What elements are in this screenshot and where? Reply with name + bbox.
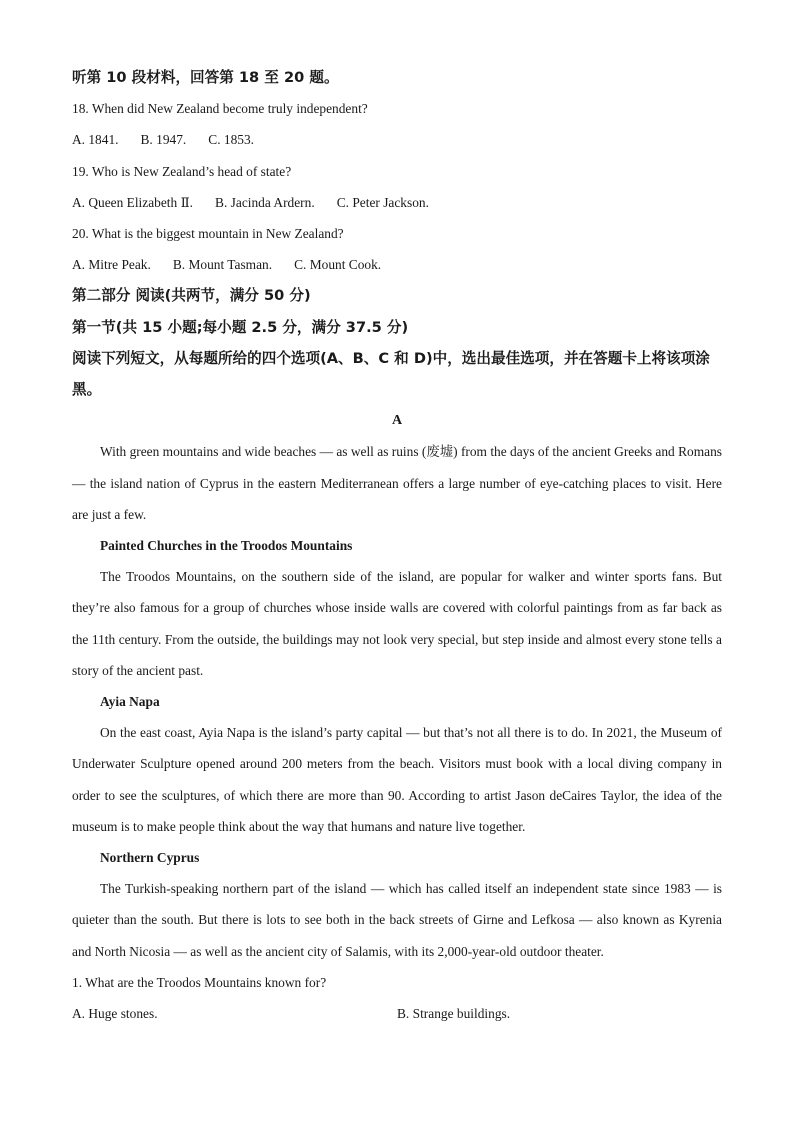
option-c: C. Mount Cook. xyxy=(294,257,382,273)
option-b: B. Strange buildings. xyxy=(397,1006,511,1022)
option-c: C. Peter Jackson. xyxy=(336,194,429,210)
option-b: B. 1947. xyxy=(140,132,187,148)
section-title-northern-cyprus: Northern Cyprus xyxy=(100,850,200,866)
option-b: B. Mount Tasman. xyxy=(172,257,273,273)
option-c: C. 1853. xyxy=(208,132,255,148)
listening-heading: 听第 10 段材料，回答第 18 至 20 题。 xyxy=(72,69,339,86)
question-20-stem: 20. What is the biggest mountain in New Zealand? xyxy=(72,226,344,242)
exam-page xyxy=(72,62,722,1029)
reading-part-heading: 第二部分 阅读(共两节，满分 50 分) xyxy=(72,287,311,305)
reading-section-heading: 第一节(共 15 小题;每小题 2.5 分，满分 37.5 分) xyxy=(72,318,409,336)
question-20-options xyxy=(72,249,722,280)
option-a: A. Huge stones. xyxy=(72,1006,158,1022)
option-a: A. Mitre Peak. xyxy=(72,257,151,273)
section-text-ayia-napa: On the east coast, Ayia Napa is the island’s party capital — but that’s not all there is to do. In 2021, the Museum of Underwater Sculpture opened around 200 meters from the beach. Visitors must book with a local diving company in order to see the sculptures, of which there are more than 90. According to artist Jason deCaires Taylor, the idea of the museum is to make people think about the way that humans and nature live together. xyxy=(72,725,722,834)
question-18-stem: 18. When did New Zealand become truly independent? xyxy=(72,101,368,117)
question-18-options xyxy=(72,124,722,155)
section-text-northern-cyprus: The Turkish-speaking northern part of the island — which has called itself an independent state since 1983 — is quieter than the south. But there is lots to see both in the back streets of Girne and Lefkosa — also known as Kyrenia and North Nicosia — as well as the ancient city of Salamis, with its 2,000-year-old outdoor theater. xyxy=(72,881,722,959)
reading-instruction: 阅读下列短文，从每题所给的四个选项(A、B、C 和 D)中，选出最佳选项，并在答题卡上将该项涂黑。 xyxy=(72,349,710,399)
option-a: A. Queen Elizabeth Ⅱ. xyxy=(72,194,194,210)
passage-intro: With green mountains and wide beaches — as well as ruins (废墟) from the days of the ancient Greeks and Romans — the island nation of Cyprus in the eastern Mediterranean offers a large number of eye-catching places to visit. Here are just a few. xyxy=(72,444,722,522)
section-title-troodos: Painted Churches in the Troodos Mountains xyxy=(100,538,353,554)
section-text-troodos: The Troodos Mountains, on the southern side of the island, are popular for walker and winter sports fans. But they’re also famous for a group of churches whose inside walls are covered with colorful paintings from as far back as the 11th century. From the outside, the buildings may not look very special, but step inside and almost every stone tells a story of the ancient past. xyxy=(72,569,722,678)
question-1-stem: 1. What are the Troodos Mountains known for? xyxy=(72,974,327,990)
option-a: A. 1841. xyxy=(72,132,119,148)
option-b: B. Jacinda Ardern. xyxy=(215,194,315,210)
question-19-stem: 19. Who is New Zealand’s head of state? xyxy=(72,163,292,179)
section-title-ayia-napa: Ayia Napa xyxy=(100,694,160,710)
question-19-options xyxy=(72,187,722,218)
question-1-options xyxy=(72,998,722,1029)
passage-title: A xyxy=(391,413,403,429)
